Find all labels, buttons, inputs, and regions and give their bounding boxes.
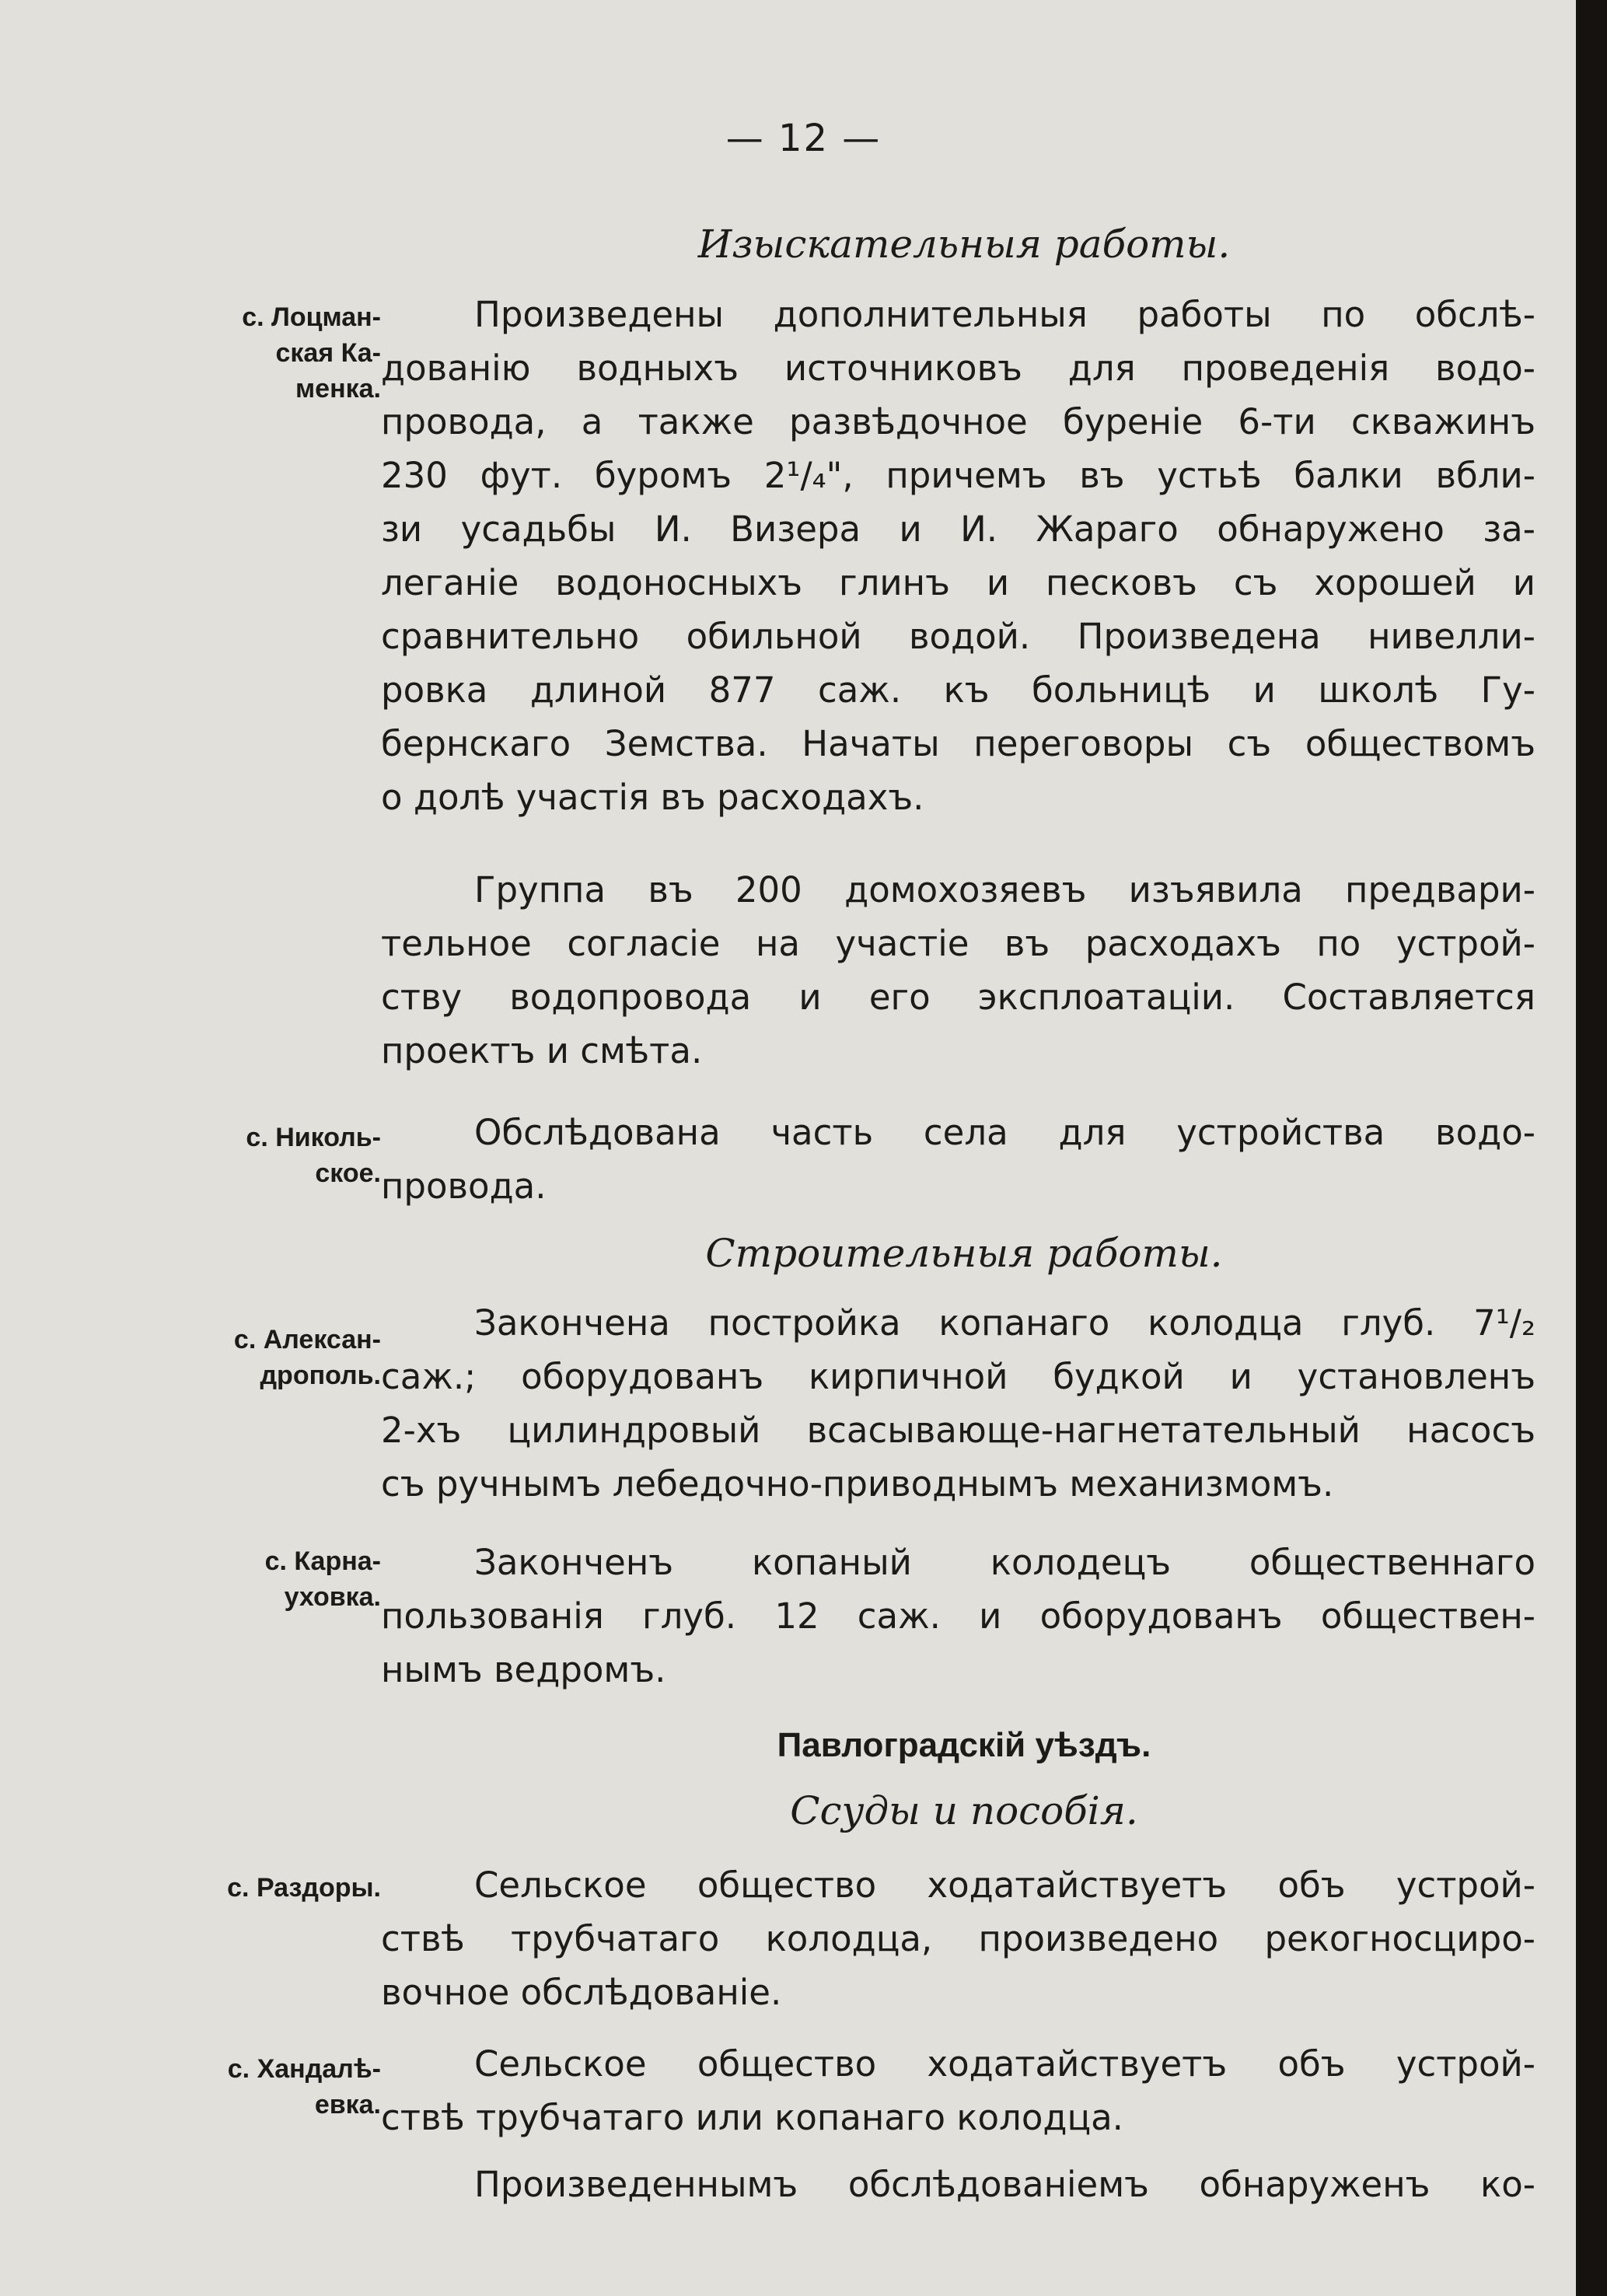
text-line: бернскаго Земства. Начаты переговоры съ обществомъ: [381, 723, 1535, 764]
text-line: провода.: [381, 1165, 547, 1207]
paragraph-khandalevka-1: [381, 2037, 1535, 2144]
paragraph-alexandropol: [381, 1296, 1535, 1511]
margin-note-text: с. Лоцман- ская Ка- менка.: [242, 302, 381, 404]
margin-note-razdory: [179, 1870, 381, 1906]
text-line: проектъ и смѣта.: [381, 1030, 703, 1071]
paragraph-razdory: [381, 1858, 1535, 2019]
text-line: ровка длиной 877 саж. къ больницѣ и школѣ Гу-: [381, 669, 1535, 711]
text-line: Сельское общество ходатайствуетъ объ устрой-: [474, 2043, 1535, 2085]
text-line: Группа въ 200 домохозяевъ изъявила предвари-: [474, 869, 1535, 910]
paragraph-khandalevka-2: [381, 2158, 1535, 2211]
margin-note-text: с. Хандалѣ- евка.: [227, 2054, 381, 2120]
text-line: саж.; оборудованъ кирпичной будкой и установленъ: [381, 1356, 1535, 1397]
text-line: Сельское общество ходатайствуетъ объ устрой-: [474, 1864, 1535, 1906]
text-line: тельное согласіе на участіе въ расходахъ по устрой-: [381, 923, 1535, 964]
margin-note-khandalevka: [179, 2051, 381, 2123]
section-title-research: Изыскательныя работы.: [697, 222, 1231, 267]
page-edge-shadow: [1576, 0, 1607, 2296]
text-line: провода, а также развѣдочное буреніе 6-ти скважинъ: [381, 401, 1535, 442]
section-title-construction: Строительныя работы.: [705, 1231, 1223, 1276]
text-line: вочное обслѣдованіе.: [381, 1972, 782, 2013]
text-line: пользованія глуб. 12 саж. и оборудованъ обществен-: [381, 1595, 1535, 1637]
margin-note-alexandropol: [179, 1322, 381, 1393]
margin-note-lotsman-kamenka: [179, 299, 381, 407]
text-line: Закончена постройка копанаго колодца глуб. 7¹/₂: [474, 1302, 1535, 1344]
text-line: зи усадьбы И. Визера и И. Жараго обнаружено за-: [381, 508, 1535, 550]
text-line: ствѣ трубчатаго колодца, произведено рекогносциро-: [381, 1918, 1535, 1959]
district-title: Павлоградскій уѣздъ.: [777, 1726, 1151, 1764]
text-line: сравнительно обильной водой. Произведена нивелли-: [381, 616, 1535, 657]
text-line: 230 фут. буромъ 2¹/₄", причемъ въ устьѣ балки вбли-: [381, 455, 1535, 496]
text-line: Произведены дополнительныя работы по обслѣ-: [474, 294, 1535, 335]
text-line: леганіе водоносныхъ глинъ и песковъ съ хорошей и: [381, 562, 1535, 603]
text-line: Законченъ копаный колодецъ общественнаго: [474, 1542, 1535, 1583]
paragraph-lotsman-1: [381, 288, 1535, 824]
text-line: съ ручнымъ лебедочно-приводнымъ механизмомъ.: [381, 1463, 1334, 1504]
section-title-loans: Ссуды и пособія.: [790, 1788, 1138, 1833]
text-line: 2-хъ цилиндровый всасывающе-нагнетательный насосъ: [381, 1410, 1535, 1451]
paragraph-karnaukhovka: [381, 1536, 1535, 1697]
text-line: дованію водныхъ источниковъ для проведенія водо-: [381, 348, 1535, 389]
margin-note-karnaukhovka: [179, 1543, 381, 1615]
margin-note-text: с. Карна- уховка.: [264, 1546, 381, 1612]
margin-note-text: с. Раздоры.: [227, 1873, 381, 1903]
paragraph-lotsman-2: [381, 863, 1535, 1078]
text-line: ствѣ трубчатаго или копанаго колодца.: [381, 2097, 1123, 2138]
margin-note-text: с. Алексан- дрополь.: [233, 1325, 381, 1390]
margin-note-text: с. Николь- ское.: [246, 1123, 381, 1188]
text-line: нымъ ведромъ.: [381, 1649, 666, 1690]
text-line: Произведеннымъ обслѣдованіемъ обнаруженъ ко-: [474, 2164, 1535, 2205]
page-number: — 12 —: [725, 117, 882, 160]
margin-note-nikolskoe: [179, 1120, 381, 1191]
text-line: ству водопровода и его эксплоатаціи. Составляется: [381, 977, 1535, 1018]
paragraph-nikolskoe: [381, 1106, 1535, 1213]
text-line: Обслѣдована часть села для устройства водо-: [474, 1112, 1535, 1153]
text-line: о долѣ участія въ расходахъ.: [381, 777, 924, 818]
